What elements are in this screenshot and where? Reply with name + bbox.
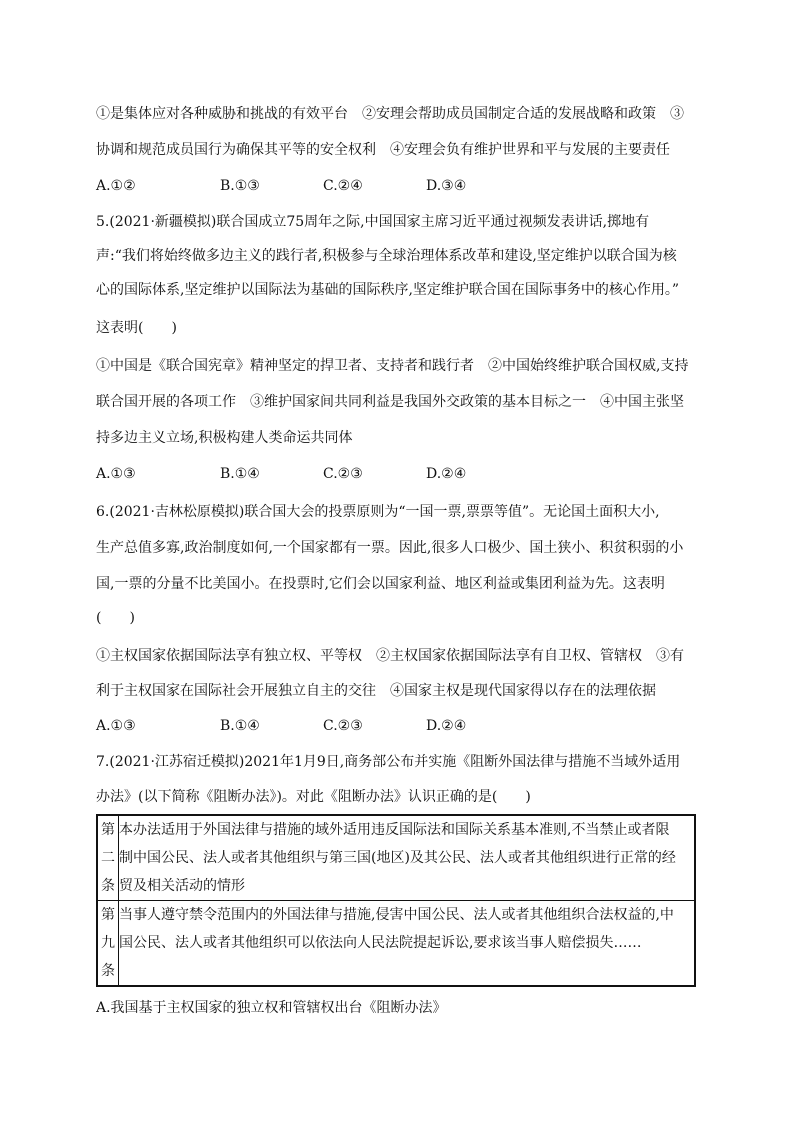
q4-options xyxy=(96,176,696,196)
q7-stem-line-2: 办法》(以下简称《阻断办法》)。对此《阻断办法》认识正确的是( ) xyxy=(96,789,531,805)
q7-law-table xyxy=(96,814,696,987)
q6-option-d[interactable]: D.②④ xyxy=(426,718,467,734)
q4-option-d[interactable]: D.③④ xyxy=(426,178,467,194)
q6-stem-line-3: 国,一票的分量不比美国小。在投票时,它们会以国家利益、地区利益或集团利益为先。这表明 xyxy=(96,576,665,592)
q5-stem-line-3: 心的国际体系,坚定维护以国际法为基础的国际秩序,坚定维护联合国在国际事务中的核心作用。” xyxy=(96,282,680,298)
q6-statement-line-1: ①主权国家依据国际法享有独立权、平等权 ②主权国家依据国际法享有自卫权、管辖权 ③有 xyxy=(96,648,684,664)
q4-option-b[interactable]: B.①③ xyxy=(220,178,260,194)
q5-option-c[interactable]: C.②③ xyxy=(323,466,363,482)
q4-statement-line-2: 协调和规范成员国行为确保其平等的安全权利 ④安理会负有维护世界和平与发展的主要责任 xyxy=(96,142,670,158)
q5-stem-line-4: 这表明( ) xyxy=(96,320,177,336)
q5-option-a[interactable]: A.①③ xyxy=(96,466,136,482)
q6-stem-line-4: ( ) xyxy=(96,610,135,626)
q4-option-c[interactable]: C.②④ xyxy=(323,178,363,194)
q6-option-c[interactable]: C.②③ xyxy=(323,718,363,734)
q6-stem-line-1: 6.(2021·吉林松原模拟)联合国大会的投票原则为“一国一票,票票等值”。无论国土面积大小, xyxy=(96,504,660,520)
q5-statement-line-1: ①中国是《联合国宪章》精神坚定的捍卫者、支持者和践行者 ②中国始终维护联合国权威,支持 xyxy=(96,358,689,374)
article-label: 第 九 条 xyxy=(97,901,119,987)
q5-option-b[interactable]: B.①④ xyxy=(220,466,260,482)
q4-option-a[interactable]: A.①② xyxy=(96,178,136,194)
q6-option-b[interactable]: B.①④ xyxy=(220,718,260,734)
article-text: 当事人遵守禁令范围内的外国法律与措施,侵害中国公民、法人或者其他组织合法权益的,中 国公民、法人或者其他组织可以依法向人民法院提起诉讼,要求该当事人赔偿损失…… xyxy=(119,901,696,987)
q7-stem-line-1: 7.(2021·江苏宿迁模拟)2021年1月9日,商务部公布并实施《阻断外国法律与措施不当域外适用 xyxy=(96,754,681,770)
q5-stem-line-1: 5.(2021·新疆模拟)联合国成立75周年之际,中国国家主席习近平通过视频发表讲话,掷地有 xyxy=(96,214,650,230)
q6-stem-line-2: 生产总值多寡,政治制度如何,一个国家都有一票。因此,很多人口极少、国土狭小、积贫积弱的小 xyxy=(96,540,684,556)
article-text: 本办法适用于外国法律与措施的域外适用违反国际法和国际关系基本准则,不当禁止或者限 制中国公民、法人或者其他组织与第三国(地区)及其公民、法人或者其他组织进行正常的经 贸及相关活动的情形 xyxy=(119,815,696,901)
table-row xyxy=(97,815,695,901)
q6-option-a[interactable]: A.①③ xyxy=(96,718,136,734)
table-row xyxy=(97,901,695,987)
article-label: 第 二 条 xyxy=(97,815,119,901)
q7-option-a[interactable]: A.我国基于主权国家的独立权和管辖权出台《阻断办法》 xyxy=(96,1000,447,1016)
q5-options xyxy=(96,464,696,484)
q5-statement-line-3: 持多边主义立场,积极构建人类命运共同体 xyxy=(96,430,353,446)
q4-statement-line-1: ①是集体应对各种威胁和挑战的有效平台 ②安理会帮助成员国制定合适的发展战略和政策 ③ xyxy=(96,106,684,122)
q5-option-d[interactable]: D.②④ xyxy=(426,466,467,482)
q6-statement-line-2: 利于主权国家在国际社会开展独立自主的交往 ④国家主权是现代国家得以存在的法理依据 xyxy=(96,683,656,699)
q5-statement-line-2: 联合国开展的各项工作 ③维护国家间共同利益是我国外交政策的基本目标之一 ④中国主张坚 xyxy=(96,394,684,410)
q6-options xyxy=(96,716,696,736)
q5-stem-line-2: 声:“我们将始终做多边主义的践行者,积极参与全球治理体系改革和建设,坚定维护以联合国为核 xyxy=(96,248,677,264)
